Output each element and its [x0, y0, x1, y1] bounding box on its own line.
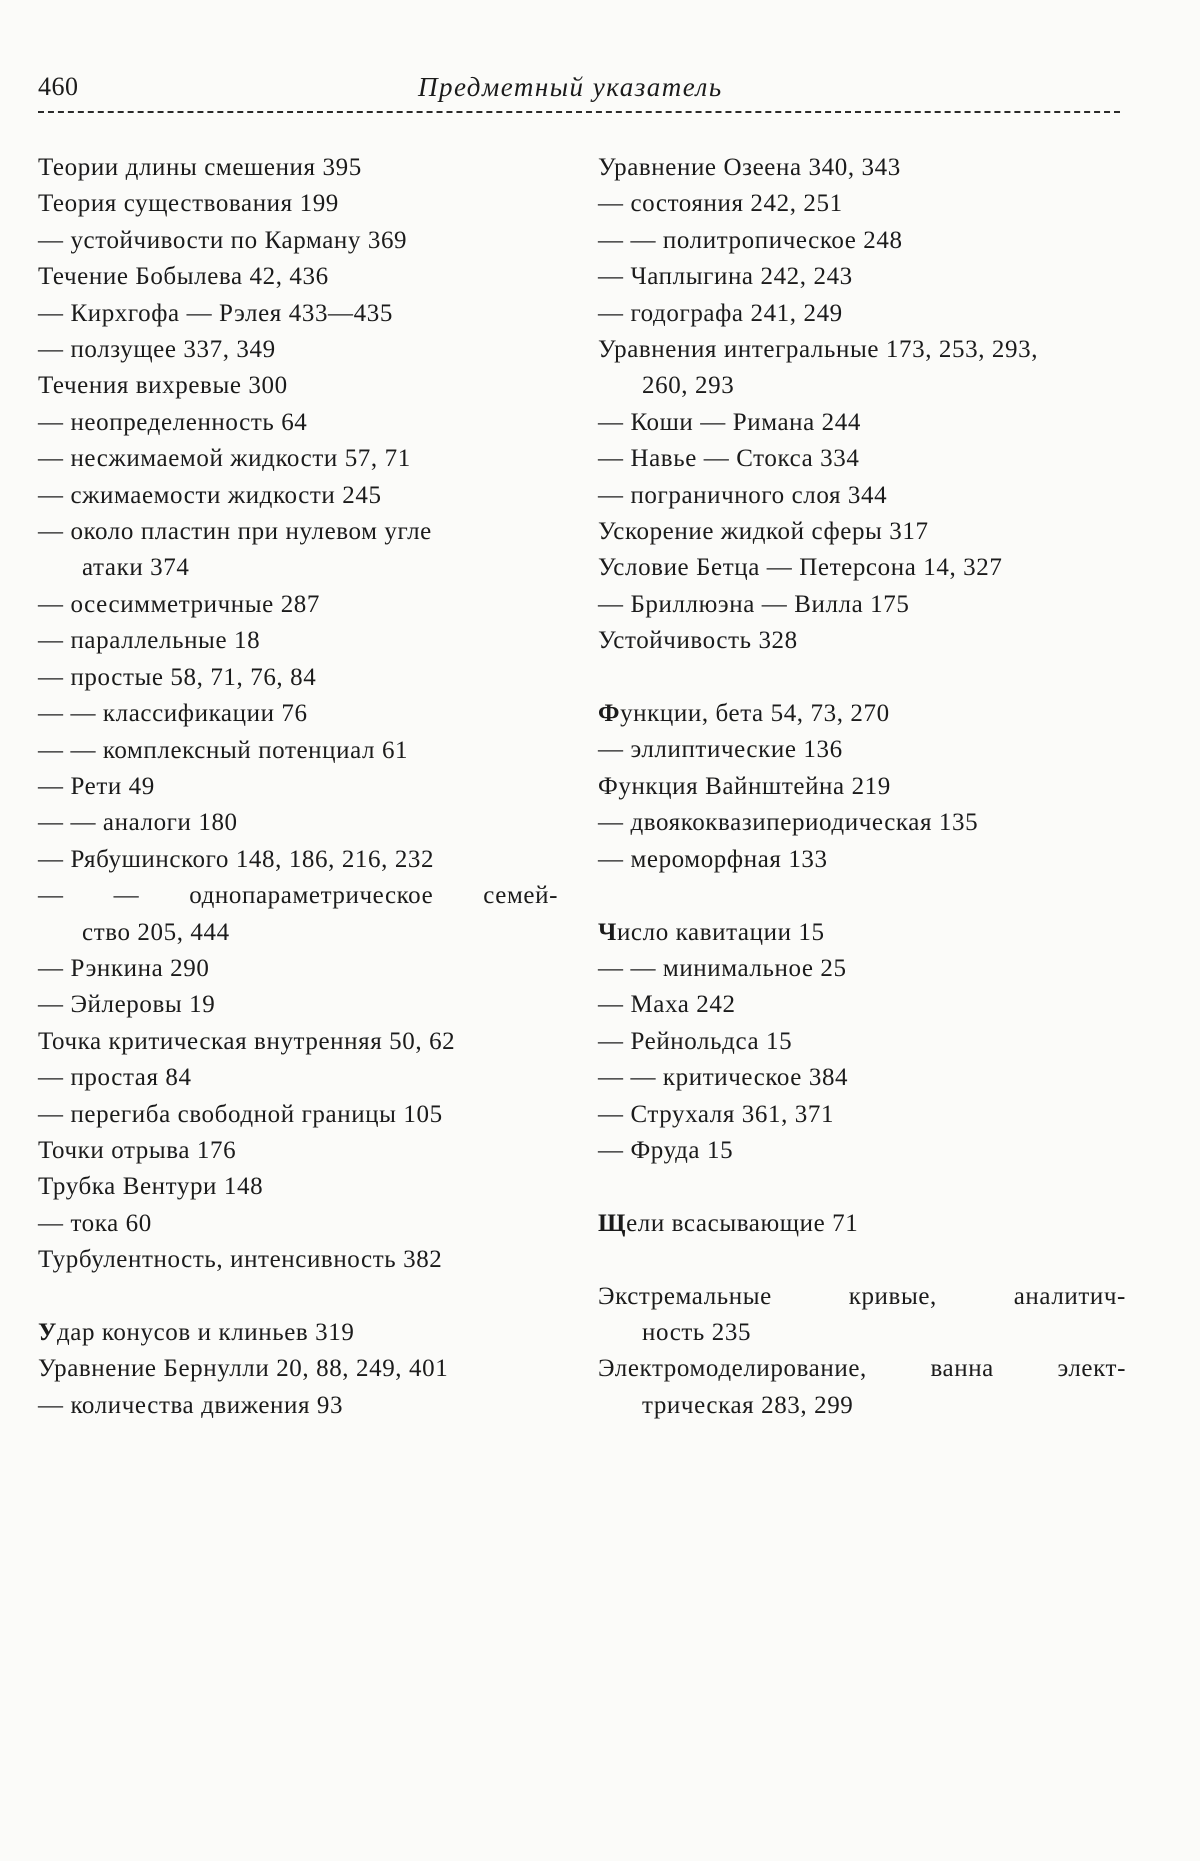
index-entry: — Рэнкина 290 — [38, 954, 210, 982]
index-entry: Число кавитации 15 — [598, 918, 825, 946]
page-header — [38, 66, 1118, 108]
index-entry: — Кирхгофа — Рэлея 433—435 — [38, 299, 393, 327]
index-entry: — Маха 242 — [598, 991, 736, 1019]
index-entry: — — минимальное 25 — [598, 954, 847, 982]
index-entry-continuation: трическая 283, 299 — [642, 1391, 854, 1419]
index-entry: Уравнение Озеена 340, 343 — [598, 154, 901, 181]
index-entry: — тока 60 — [38, 1209, 152, 1237]
index-entry: — параллельные 18 — [38, 627, 261, 655]
index-entry: — Фруда 15 — [598, 1136, 734, 1164]
entry-gap — [598, 1169, 1126, 1205]
index-entry: — двоякоквазипериодическая 135 — [598, 809, 979, 837]
index-entry-continuation: атаки 374 — [82, 554, 190, 582]
index-entry: Трубка Вентури 148 — [38, 1173, 264, 1201]
index-entry: Турбулентность, интенсивность 382 — [38, 1246, 443, 1274]
index-entry: — Рейнольдса 15 — [598, 1027, 793, 1055]
index-entry: Функция Вайнштейна 219 — [598, 772, 891, 800]
index-entry: Ускорение жидкой сферы 317 — [598, 518, 929, 546]
index-entry: — — однопараметрическое семей- — [38, 882, 558, 910]
index-entry: Теория существования 199 — [38, 190, 339, 218]
index-entry: Точка критическая внутренняя 50, 62 — [38, 1027, 456, 1055]
index-entry: — Рети 49 — [38, 772, 155, 800]
index-entry: — — комплексный потенциал 61 — [38, 736, 409, 764]
index-entry: — — аналоги 180 — [38, 809, 238, 837]
running-title: Предметный указатель — [418, 72, 723, 102]
index-entry: — простые 58, 71, 76, 84 — [38, 663, 317, 691]
index-entry: — Рябушинского 148, 186, 216, 232 — [38, 845, 435, 873]
index-entry: Условие Бетца — Петерсона 14, 327 — [598, 554, 1003, 582]
index-entry: — пограничного слоя 344 — [598, 481, 888, 509]
index-entry: — Бриллюэна — Вилла 175 — [598, 590, 910, 618]
index-entry: — мероморфная 133 — [598, 845, 828, 873]
index-entry: Удар конусов и клиньев 319 — [38, 1318, 355, 1346]
index-entry: — годографа 241, 249 — [598, 299, 843, 327]
index-entry: — устойчивости по Карману 369 — [38, 226, 408, 254]
index-entry: — количества движения 93 — [38, 1391, 344, 1419]
header-rule — [38, 111, 1120, 113]
index-entry: — — классификации 76 — [38, 700, 308, 728]
index-entry: — Струхаля 361, 371 — [598, 1100, 835, 1128]
index-entry: — Коши — Римана 244 — [598, 408, 861, 436]
index-entry: Экстремальные кривые, аналитич- — [598, 1282, 1126, 1310]
index-entry: Уравнения интегральные 173, 253, 293, — [598, 336, 1039, 364]
index-entry: Теории длины смешения 395 — [38, 154, 362, 181]
entry-gap — [38, 1279, 558, 1315]
index-entry: — эллиптические 136 — [598, 736, 843, 764]
index-entry: — сжимаемости жидкости 245 — [38, 481, 382, 509]
index-entry: — — критическое 384 — [598, 1064, 849, 1092]
index-column-left — [38, 150, 558, 1424]
index-entry: — простая 84 — [38, 1064, 192, 1092]
index-entry: — неопределенность 64 — [38, 408, 308, 436]
index-entry: — Навье — Стокса 334 — [598, 445, 860, 473]
index-entry: Течения вихревые 300 — [38, 372, 288, 400]
index-entry: Течение Бобылева 42, 436 — [38, 263, 329, 291]
index-entry: — несжимаемой жидкости 57, 71 — [38, 445, 411, 473]
index-entry: — около пластин при нулевом угле — [38, 518, 432, 546]
entry-gap — [598, 878, 1126, 914]
index-entry: Функции, бета 54, 73, 270 — [598, 700, 890, 728]
index-entry: — Чаплыгина 242, 243 — [598, 263, 853, 291]
page-number: 460 — [38, 72, 79, 101]
index-entry: — состояния 242, 251 — [598, 190, 843, 218]
index-entry: — осесимметричные 287 — [38, 590, 321, 618]
entry-gap — [598, 1242, 1126, 1278]
index-column-right — [598, 150, 1126, 1424]
index-entry: — — политропическое 248 — [598, 226, 903, 254]
index-entry-continuation: 260, 293 — [642, 372, 735, 400]
index-entry: — перегиба свободной границы 105 — [38, 1100, 443, 1128]
index-entry-continuation: ность 235 — [642, 1318, 752, 1346]
entry-gap — [598, 660, 1126, 696]
index-entry: Устойчивость 328 — [598, 627, 798, 655]
index-entry: — ползущее 337, 349 — [38, 336, 276, 364]
index-entry: Щели всасывающие 71 — [598, 1209, 859, 1237]
index-entry-continuation: ство 205, 444 — [82, 918, 230, 946]
index-entry: Уравнение Бернулли 20, 88, 249, 401 — [38, 1355, 449, 1383]
index-entry: Электромоделирование, ванна элект- — [598, 1355, 1126, 1383]
index-entry: — Эйлеровы 19 — [38, 991, 216, 1019]
index-entry: Точки отрыва 176 — [38, 1136, 237, 1164]
